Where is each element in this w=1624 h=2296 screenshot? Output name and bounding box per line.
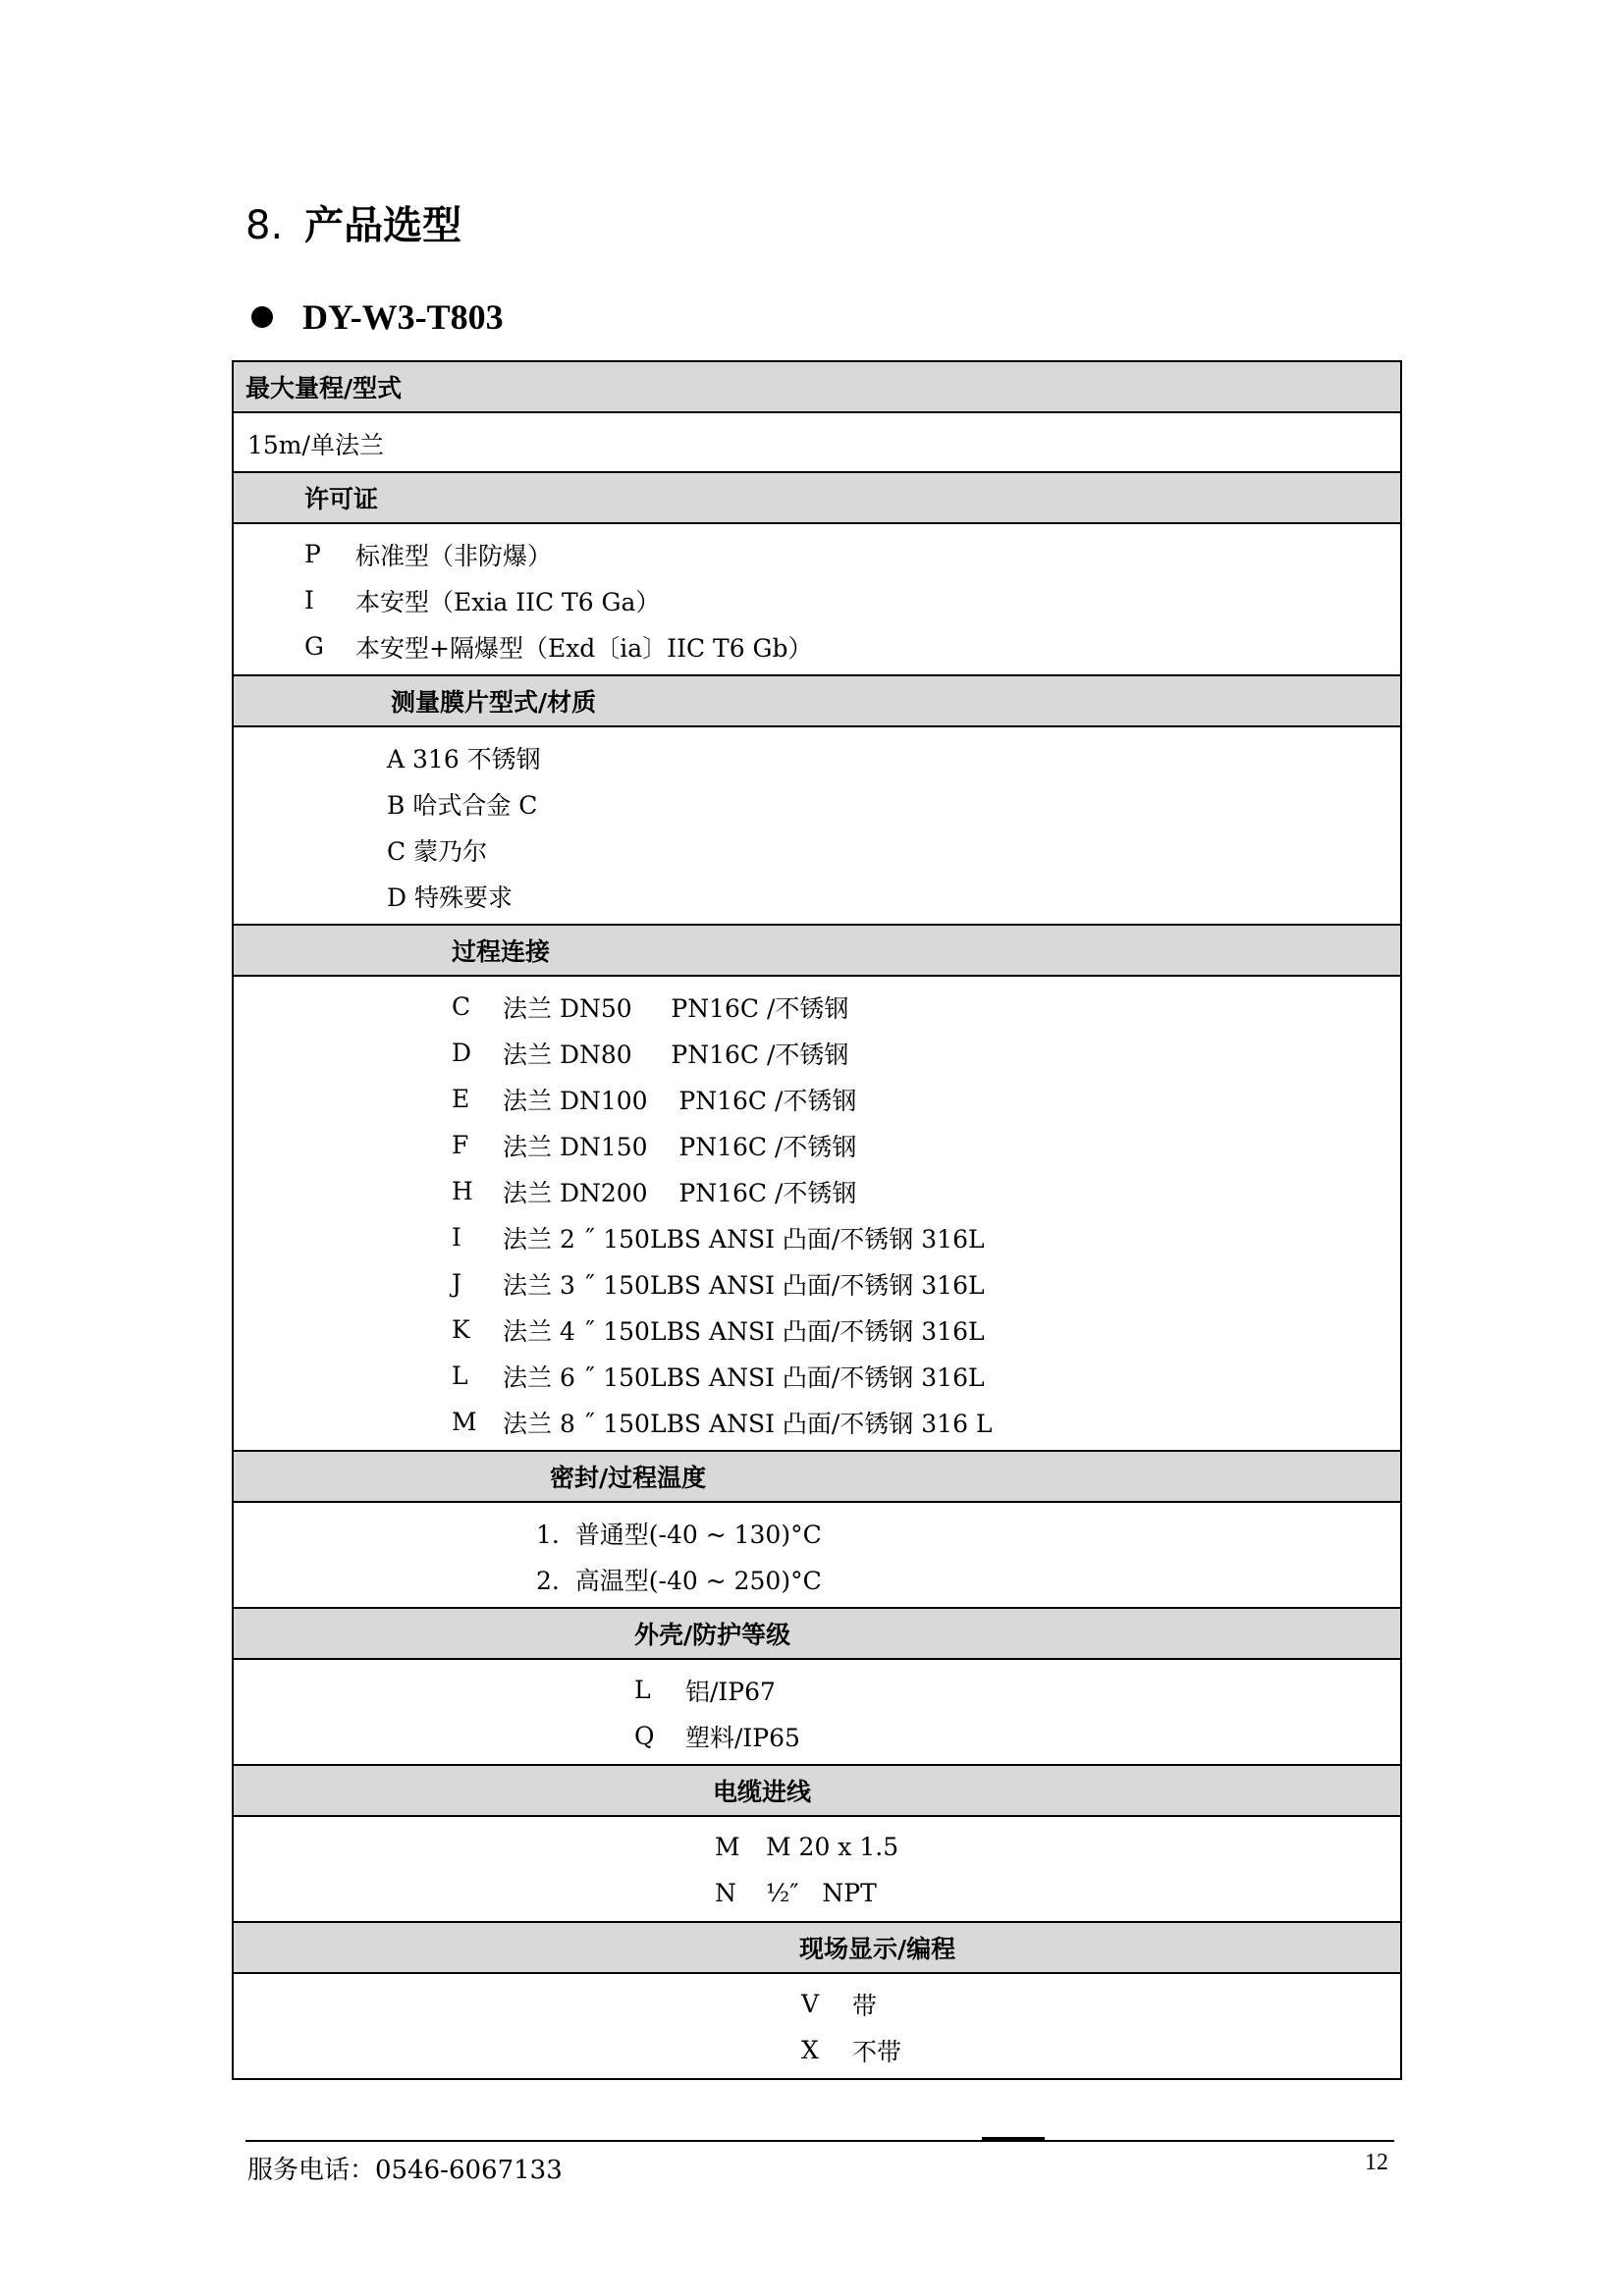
option-code: X xyxy=(801,2036,819,2064)
option-code: K xyxy=(452,1315,470,1344)
section-options xyxy=(234,524,1400,676)
model-heading xyxy=(251,296,504,338)
section-header xyxy=(234,676,1400,727)
option-row xyxy=(234,1981,1400,2027)
section-header xyxy=(234,1452,1400,1503)
option-row xyxy=(234,1307,1400,1353)
option-text: D 特殊要求 xyxy=(387,882,513,912)
option-code: V xyxy=(801,1990,820,2018)
option-text: 本安型+隔爆型（Exd〔ia〕IIC T6 Gb） xyxy=(355,633,813,663)
option-row xyxy=(234,1168,1400,1214)
section-title: 产品选型 xyxy=(304,203,462,248)
option-row xyxy=(234,1713,1400,1759)
section-header-label: 测量膜片型式/材质 xyxy=(391,688,597,717)
option-code: L xyxy=(452,1362,468,1390)
option-row xyxy=(234,420,1400,466)
section-header xyxy=(234,1766,1400,1817)
section-header-label: 过程连接 xyxy=(452,937,551,966)
footer-divider xyxy=(245,2140,1394,2142)
option-row xyxy=(234,734,1400,780)
section-options xyxy=(234,977,1400,1452)
section-header xyxy=(234,1923,1400,1974)
option-row xyxy=(234,1824,1400,1870)
footer-divider-mark xyxy=(982,2137,1045,2141)
option-code: H xyxy=(452,1177,473,1205)
option-text: 2. 高温型(-40 ~ 250)°C xyxy=(536,1566,822,1595)
option-text: 法兰 DN80 PN16C /不锈钢 xyxy=(503,1040,849,1069)
option-code: Q xyxy=(634,1722,655,1750)
option-row xyxy=(234,623,1400,669)
option-row xyxy=(234,827,1400,873)
option-text: 法兰 DN200 PN16C /不锈钢 xyxy=(503,1178,857,1207)
section-options xyxy=(234,1817,1400,1923)
option-text: C 蒙乃尔 xyxy=(387,836,488,866)
option-code: F xyxy=(452,1131,469,1159)
option-row xyxy=(234,1667,1400,1713)
option-text: 法兰 DN150 PN16C /不锈钢 xyxy=(503,1132,857,1161)
section-header xyxy=(234,473,1400,524)
section-header xyxy=(234,1609,1400,1660)
option-text: 本安型（Exia IIC T6 Ga） xyxy=(355,587,661,616)
option-code: D xyxy=(452,1039,472,1067)
option-text: ½″ NPT xyxy=(766,1879,877,1907)
option-code: I xyxy=(452,1223,461,1252)
option-row xyxy=(234,1556,1400,1602)
option-code: P xyxy=(304,540,321,568)
section-header-label: 最大量程/型式 xyxy=(245,374,403,402)
section-header-label: 密封/过程温度 xyxy=(550,1464,707,1492)
option-code: C xyxy=(452,992,471,1021)
option-text: 不带 xyxy=(852,2037,902,2066)
option-row xyxy=(234,577,1400,623)
option-text: 法兰 DN100 PN16C /不锈钢 xyxy=(503,1086,857,1115)
option-text: A 316 不锈钢 xyxy=(387,744,541,774)
option-text: 法兰 DN50 PN16C /不锈钢 xyxy=(503,993,849,1023)
option-code: J xyxy=(452,1269,462,1298)
option-text: B 哈式合金 C xyxy=(387,790,538,820)
option-text: 法兰 2 ˝ 150LBS ANSI 凸面/不锈钢 316L xyxy=(503,1224,985,1254)
service-phone: 服务电话：0546-6067133 xyxy=(247,2156,563,2185)
section-header xyxy=(234,926,1400,977)
option-text: 15m/单法兰 xyxy=(247,430,384,459)
section-options xyxy=(234,1660,1400,1766)
section-heading xyxy=(245,194,461,250)
option-row xyxy=(234,2027,1400,2073)
section-options xyxy=(234,413,1400,473)
model-name: DY-W3-T803 xyxy=(302,297,504,337)
option-text: 塑料/IP65 xyxy=(685,1723,800,1752)
option-row xyxy=(234,1076,1400,1122)
selection-table xyxy=(232,360,1402,2080)
section-header xyxy=(234,362,1400,413)
section-header-label: 外壳/防护等级 xyxy=(634,1621,791,1649)
option-code: I xyxy=(304,586,314,614)
option-code: E xyxy=(452,1085,470,1113)
option-text: 法兰 6 ˝ 150LBS ANSI 凸面/不锈钢 316L xyxy=(503,1362,985,1392)
option-row xyxy=(234,1122,1400,1168)
option-row xyxy=(234,780,1400,827)
option-row xyxy=(234,1260,1400,1307)
section-header-label: 现场显示/编程 xyxy=(799,1935,956,1963)
option-text: 1. 普通型(-40 ~ 130)°C xyxy=(536,1520,822,1549)
section-header-label: 电缆进线 xyxy=(713,1778,812,1806)
option-text: 法兰 4 ˝ 150LBS ANSI 凸面/不锈钢 316L xyxy=(503,1316,985,1346)
option-code: G xyxy=(304,632,324,661)
section-number: 8. xyxy=(245,203,284,248)
option-row xyxy=(234,1030,1400,1076)
section-options xyxy=(234,727,1400,926)
option-code: L xyxy=(634,1676,651,1704)
option-text: 法兰 8 ˝ 150LBS ANSI 凸面/不锈钢 316 L xyxy=(503,1409,993,1438)
option-text: 带 xyxy=(852,1991,878,2020)
option-row xyxy=(234,1214,1400,1260)
section-options xyxy=(234,1974,1400,2078)
option-text: M 20 x 1.5 xyxy=(766,1833,899,1861)
option-row xyxy=(234,1510,1400,1556)
option-row xyxy=(234,984,1400,1030)
option-row xyxy=(234,531,1400,577)
option-code: M xyxy=(452,1408,477,1436)
option-row xyxy=(234,1399,1400,1445)
option-text: 铝/IP67 xyxy=(685,1677,776,1706)
option-text: 标准型（非防爆） xyxy=(355,541,553,570)
option-code: N xyxy=(715,1879,736,1907)
bullet-icon xyxy=(251,306,273,328)
option-row xyxy=(234,1353,1400,1399)
option-row xyxy=(234,873,1400,919)
page-number: 12 xyxy=(1365,2150,1388,2175)
option-code: M xyxy=(715,1833,740,1861)
option-text: 法兰 3 ˝ 150LBS ANSI 凸面/不锈钢 316L xyxy=(503,1270,985,1300)
section-header-label: 许可证 xyxy=(304,485,379,513)
option-row xyxy=(234,1870,1400,1916)
section-options xyxy=(234,1503,1400,1609)
